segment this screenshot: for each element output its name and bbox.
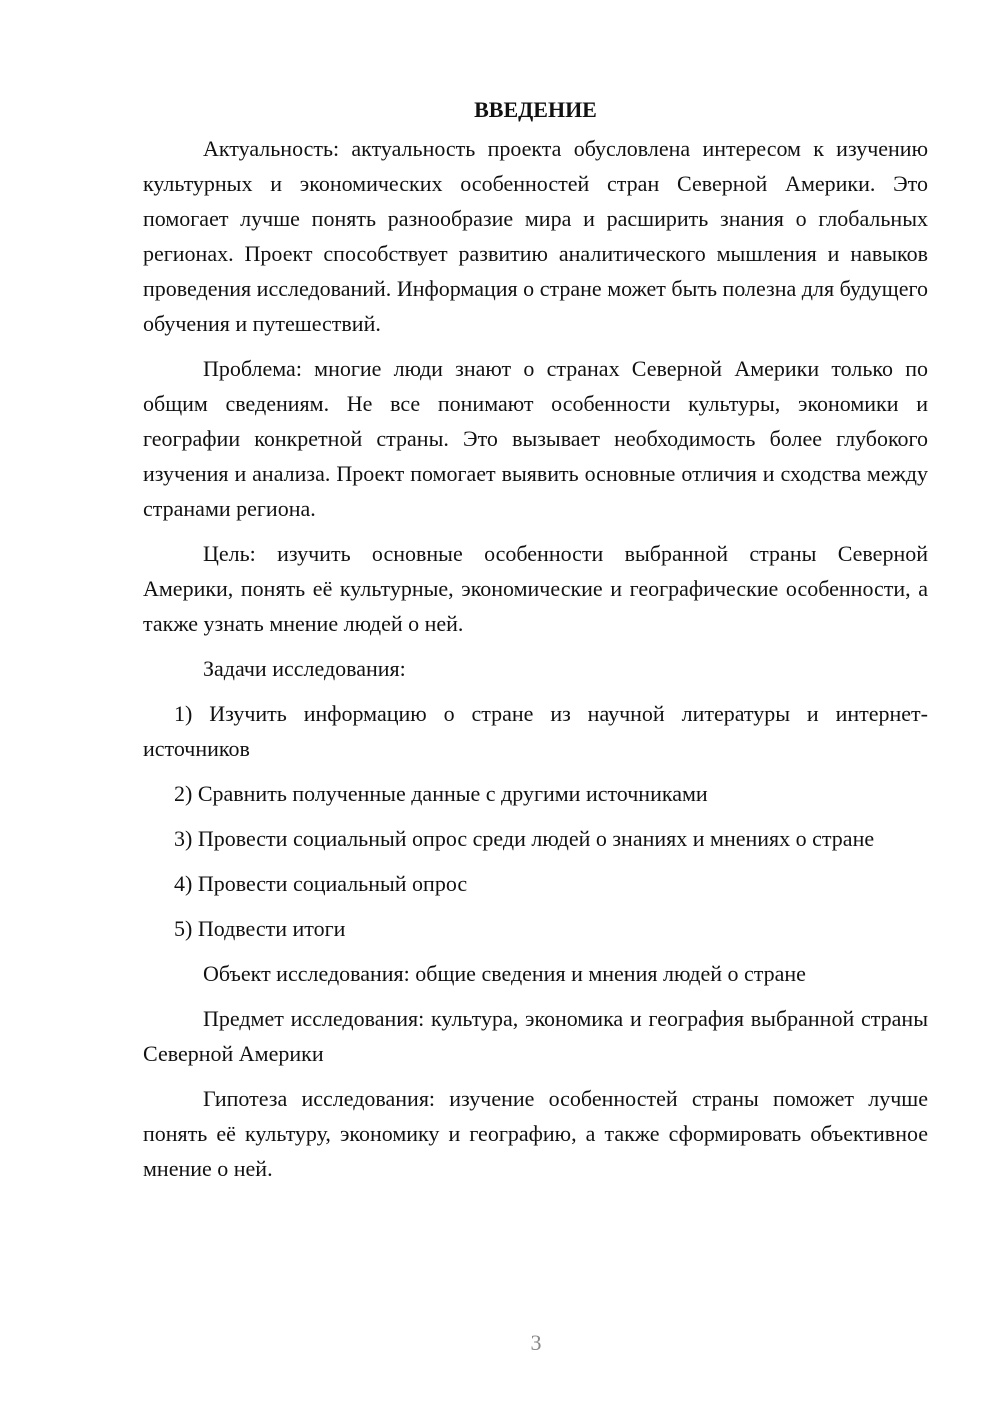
task-item-3: 3) Провести социальный опрос среди людей о знаниях и мнениях о стране xyxy=(174,826,875,851)
task-item-2: 2) Сравнить полученные данные с другими источниками xyxy=(174,781,708,806)
task-item-4: 4) Провести социальный опрос xyxy=(174,871,468,896)
paragraph-subject: Предмет исследования: культура, экономика и география выбранной страны Северной Америки xyxy=(143,1006,928,1066)
paragraph-hypothesis: Гипотеза исследования: изучение особенностей страны поможет лучше понять её культуру, экономику и географию, а также сформировать объективное мнение о ней. xyxy=(143,1086,928,1181)
paragraph-relevance: Актуальность: актуальность проекта обусловлена интересом к изучению культурных и экономических особенностей стран Северной Америки. Это помогает лучше понять разнообразие мира и расширить знания о глобальных регионах. Проект способствует развитию аналитического мышления и навыков проведения исследований. Информация о стране может быть полезна для будущего обучения и путешествий. xyxy=(143,136,928,336)
paragraph-tasks-title: Задачи исследования: xyxy=(203,656,406,681)
task-item-1: 1) Изучить информацию о стране из научной литературы и интернет-источников xyxy=(143,701,928,761)
section-heading: ВВЕДЕНИЕ xyxy=(474,97,597,122)
page-number: 3 xyxy=(530,1330,542,1355)
paragraph-goal: Цель: изучить основные особенности выбранной страны Северной Америки, понять её культурные, экономические и географические особенности, а также узнать мнение людей о ней. xyxy=(143,541,928,636)
paragraph-problem: Проблема: многие люди знают о странах Северной Америки только по общим сведениям. Не все понимают особенности культуры, экономики и географии конкретной страны. Это вызывает необходимость более глубокого изучения и анализа. Проект помогает выявить основные отличия и сходства между странами региона. xyxy=(143,356,928,521)
paragraph-object: Объект исследования: общие сведения и мнения людей о стране xyxy=(203,961,806,986)
document-page xyxy=(143,93,928,1196)
task-item-5: 5) Подвести итоги xyxy=(174,916,346,941)
